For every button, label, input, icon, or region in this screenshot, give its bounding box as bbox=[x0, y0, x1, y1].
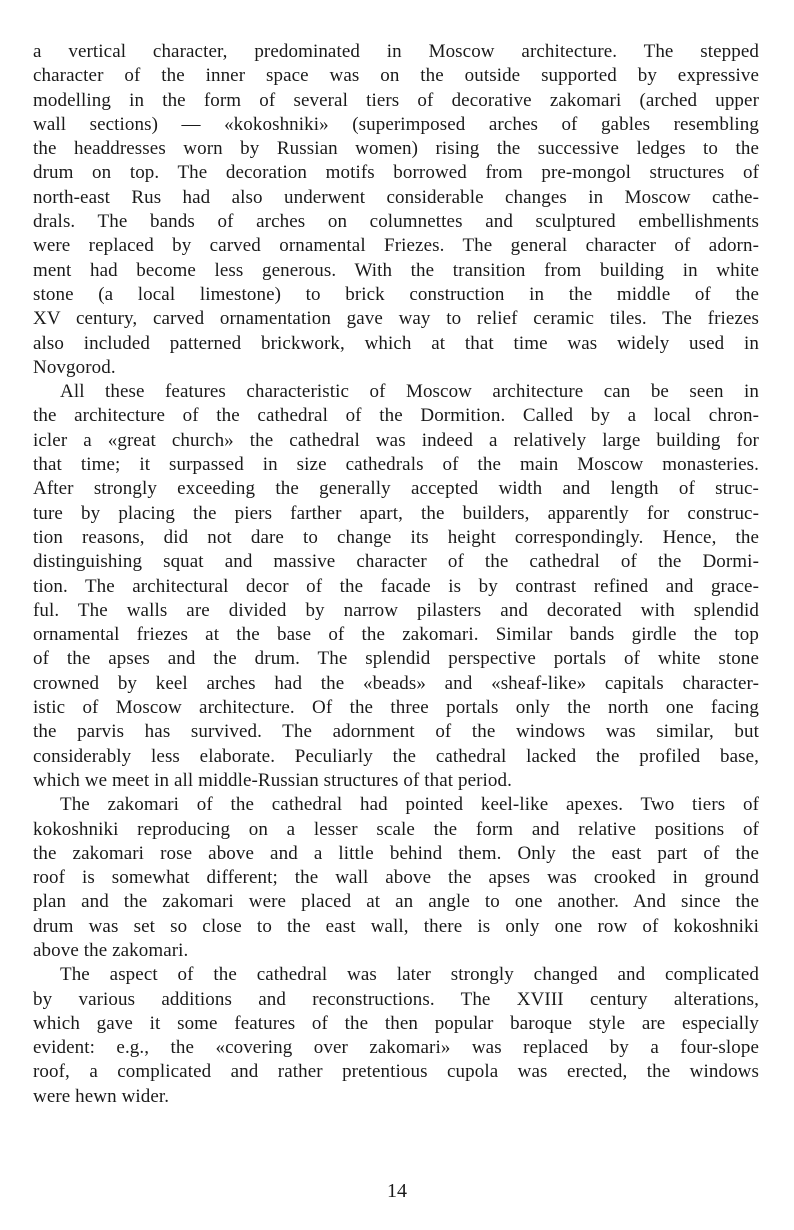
text-line: ture by placing the piers farther apart, the builders, apparently for construc- bbox=[33, 502, 759, 524]
text-line: above the zakomari. bbox=[33, 939, 189, 961]
text-line: kokoshniki reproducing on a lesser scale the form and relative positions of bbox=[33, 818, 759, 840]
text-line: istic of Moscow architecture. Of the three portals only the north one facing bbox=[33, 697, 759, 719]
page-body bbox=[33, 40, 759, 1109]
paragraph-3 bbox=[33, 793, 759, 963]
page-number: 14 bbox=[387, 1180, 407, 1202]
text-line: north-east Rus had also underwent considerable changes in Moscow cathe- bbox=[33, 186, 759, 208]
text-line: wall sections) — «kokoshniki» (superimposed arches of gables resembling bbox=[33, 113, 759, 135]
text-line: The zakomari of the cathedral had pointed keel-like apexes. Two tiers of bbox=[60, 794, 759, 816]
paragraph-2 bbox=[33, 380, 759, 793]
text-line: crowned by keel arches had the «beads» and «sheaf-like» capitals character- bbox=[33, 672, 759, 694]
text-line: roof, a complicated and rather pretentious cupola was erected, the windows bbox=[33, 1061, 759, 1083]
text-line: drum on top. The decoration motifs borrowed from pre-mongol structures of bbox=[33, 162, 759, 184]
text-line: ment had become less generous. With the transition from building in white bbox=[33, 259, 759, 281]
text-line: tion. The architectural decor of the facade is by contrast refined and grace- bbox=[33, 575, 759, 597]
body-text bbox=[33, 40, 759, 1109]
text-line: the headdresses worn by Russian women) rising the successive ledges to the bbox=[33, 138, 759, 160]
text-line: which gave it some features of the then popular baroque style are especially bbox=[33, 1012, 759, 1034]
text-line: a vertical character, predominated in Moscow architecture. The stepped bbox=[33, 41, 759, 62]
text-line: All these features characteristic of Moscow architecture can be seen in bbox=[60, 381, 759, 403]
text-line: that time; it surpassed in size cathedrals of the main Moscow monasteries. bbox=[33, 454, 759, 476]
paragraph-1 bbox=[33, 40, 759, 380]
text-line: by various additions and reconstructions. The XVIII century alterations, bbox=[33, 988, 759, 1010]
text-line: which we meet in all middle-Russian structures of that period. bbox=[33, 769, 512, 791]
text-line: Novgorod. bbox=[33, 356, 116, 378]
text-line: considerably less elaborate. Peculiarly the cathedral lacked the profiled base, bbox=[33, 745, 759, 767]
text-line: stone (a local limestone) to brick construction in the middle of the bbox=[33, 283, 759, 305]
text-line: tion reasons, did not dare to change its height correspondingly. Hence, the bbox=[33, 526, 759, 548]
text-line: modelling in the form of several tiers of decorative zakomari (arched upper bbox=[33, 89, 759, 111]
paragraph-4 bbox=[33, 963, 759, 1109]
text-line: ornamental friezes at the base of the zakomari. Similar bands girdle the top bbox=[33, 624, 759, 646]
text-line: drum was set so close to the east wall, there is only one row of kokoshniki bbox=[33, 915, 759, 937]
text-line: evident: e.g., the «covering over zakomari» was replaced by a four-slope bbox=[33, 1037, 759, 1059]
text-line: the zakomari rose above and a little behind them. Only the east part of the bbox=[33, 842, 759, 864]
text-line: were replaced by carved ornamental Friezes. The general character of adorn- bbox=[33, 235, 759, 257]
text-line: drals. The bands of arches on columnettes and sculptured embellishments bbox=[33, 211, 759, 233]
text-line: the architecture of the cathedral of the Dormition. Called by a local chron- bbox=[33, 405, 759, 427]
text-line: character of the inner space was on the outside supported by expressive bbox=[33, 65, 759, 87]
text-line: After strongly exceeding the generally accepted width and length of struc- bbox=[33, 478, 759, 500]
text-line: XV century, carved ornamentation gave way to relief ceramic tiles. The friezes bbox=[33, 308, 759, 330]
text-line: The aspect of the cathedral was later strongly changed and complicated bbox=[60, 964, 759, 986]
text-line: icler a «great church» the cathedral was indeed a relatively large building for bbox=[33, 429, 759, 451]
text-line: also included patterned brickwork, which at that time was widely used in bbox=[33, 332, 759, 354]
text-line: ful. The walls are divided by narrow pilasters and decorated with splendid bbox=[33, 599, 759, 621]
text-line: distinguishing squat and massive character of the cathedral of the Dormi- bbox=[33, 551, 759, 573]
text-line: plan and the zakomari were placed at an angle to one another. And since the bbox=[33, 891, 759, 913]
text-line: were hewn wider. bbox=[33, 1085, 170, 1107]
text-line: of the apses and the drum. The splendid perspective portals of white stone bbox=[33, 648, 759, 670]
text-line: roof is somewhat different; the wall above the apses was crooked in ground bbox=[33, 867, 759, 889]
text-line: the parvis has survived. The adornment of the windows was similar, but bbox=[33, 721, 759, 743]
